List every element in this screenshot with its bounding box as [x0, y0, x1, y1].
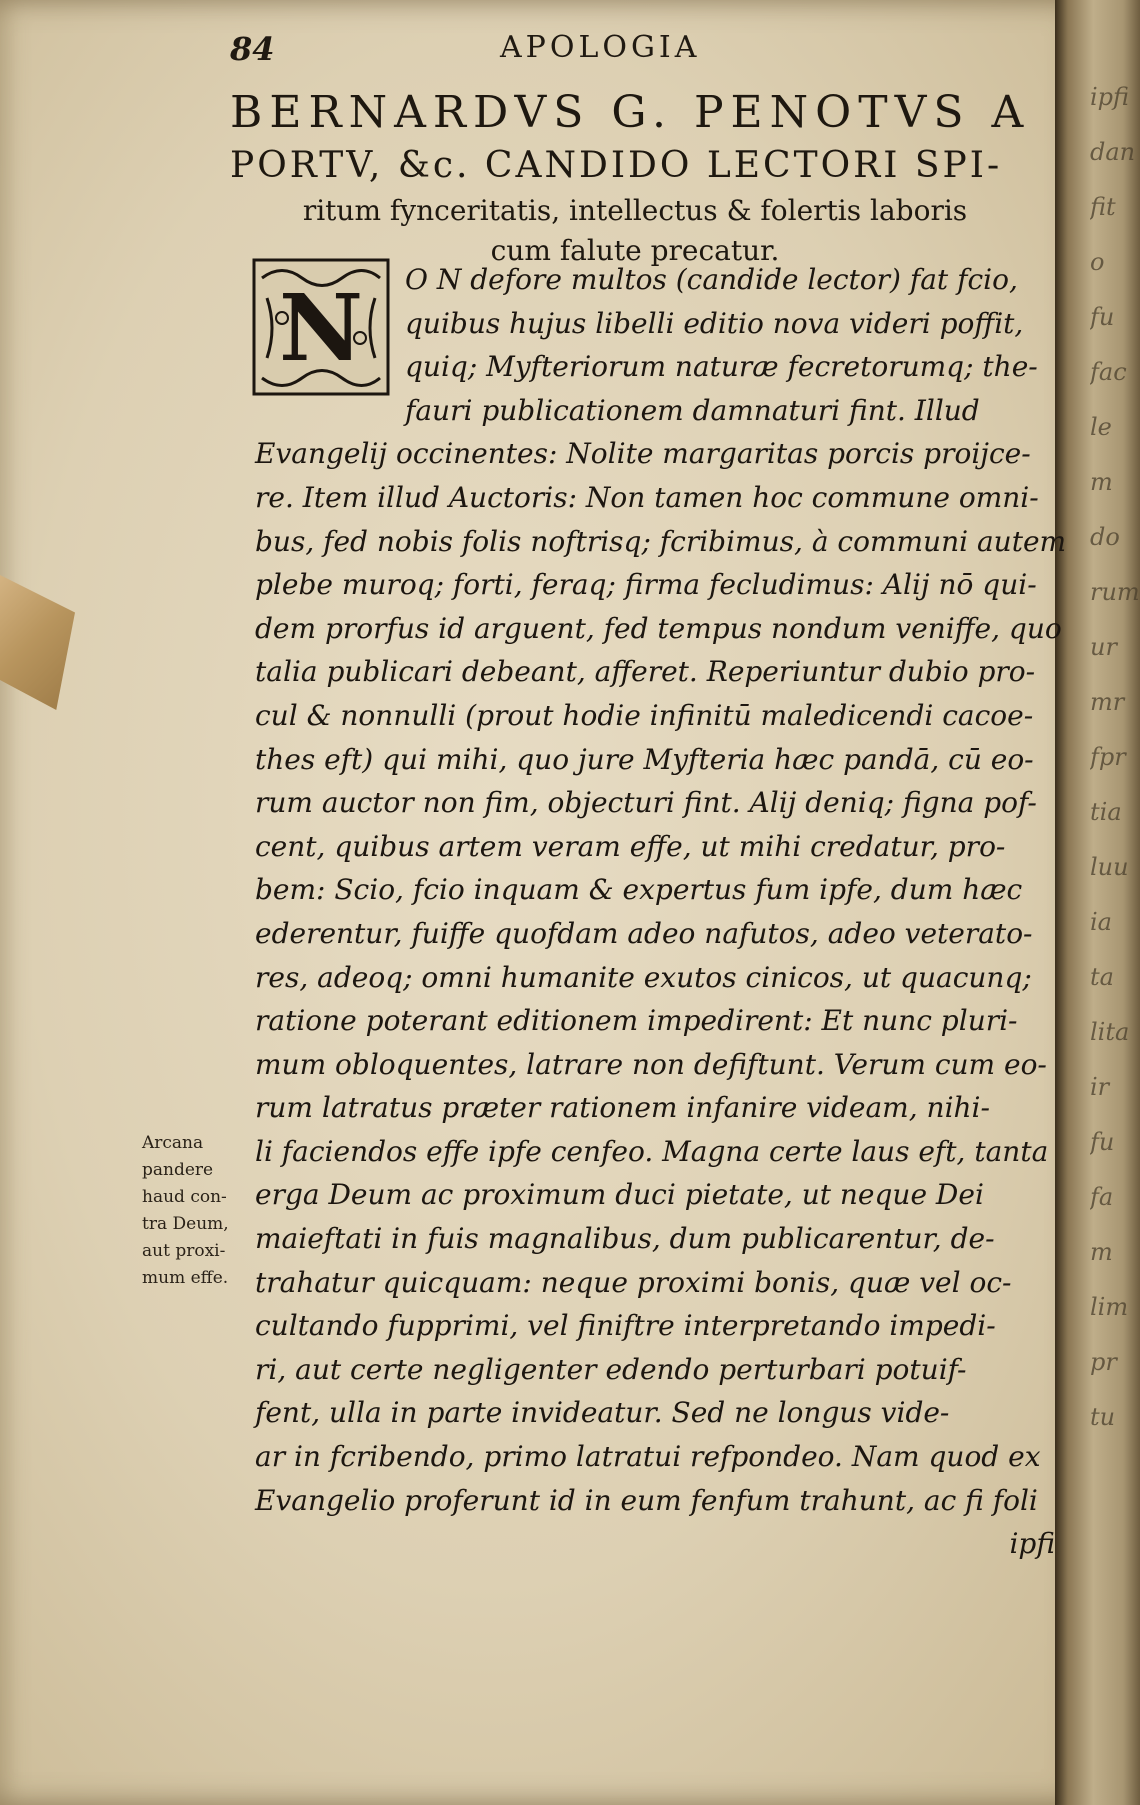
body-line: cultando fupprimi, vel finiftre interpretando impedi- [255, 1309, 996, 1343]
next-page-word: fpr [1090, 743, 1126, 771]
body-line: fauri publicationem damnaturi fint. Illud [405, 393, 980, 427]
body-line: Evangelij occinentes: Nolite margaritas porcis proijce- [255, 437, 1031, 471]
body-line: maieftati in fuis magnalibus, dum publicarentur, de- [255, 1222, 995, 1256]
next-page-word: fu [1090, 303, 1115, 331]
body-line: thes eft) qui mihi, quo jure Myfteria hæc pandā, cū eo- [255, 742, 1034, 776]
marginal-note-line: mum effe. [142, 1268, 229, 1288]
next-page-fragment [1090, 70, 1140, 1445]
marginal-note-line: haud con- [142, 1187, 227, 1207]
body-line: res, adeoq; omni humanite exutos cinicos, ut quacunq; [255, 960, 1032, 994]
next-page-word: pr [1090, 1348, 1117, 1376]
body-line: trahatur quicquam: neque proximi bonis, quæ vel oc- [255, 1265, 1012, 1299]
next-page-word: tu [1090, 1403, 1116, 1431]
next-page-word: luu [1090, 853, 1129, 881]
title-line-3: ritum fynceritatis, intellectus & folertis laboris [302, 194, 968, 227]
body-line: mum obloquentes, latrare non defiftunt. Verum cum eo- [255, 1047, 1047, 1081]
page-number: 84 [230, 30, 275, 68]
body-line: quiq; Myfteriorum naturæ fecretorumq; the- [405, 350, 1038, 384]
body-line: erga Deum ac proximum duci pietate, ut neque Dei [255, 1178, 984, 1212]
body-line: dem prorfus id arguent, fed tempus nondum veniffe, quo [255, 611, 1062, 645]
body-line: li faciendos effe ipfe cenfeo. Magna certe laus eft, tanta [255, 1134, 1049, 1168]
body-line: O N defore multos (candide lector) fat fcio, [405, 263, 1018, 296]
marginal-note [142, 1130, 242, 1292]
body-line: ederentur, fuiffe quofdam adeo nafutos, adeo veterato- [255, 916, 1033, 950]
body-line: Evangelio proferunt id in eum fenfum trahunt, ac fi foli [255, 1483, 1038, 1517]
next-page-word: lita [1090, 1018, 1130, 1046]
next-page-word: ia [1090, 908, 1112, 936]
body-line: rum latratus præter rationem infanire videam, nihi- [255, 1091, 990, 1125]
running-head: APOLOGIA [500, 30, 701, 65]
next-page-word: ir [1090, 1073, 1110, 1101]
body-line: ri, aut certe negligenter edendo perturbari potuif- [255, 1352, 967, 1386]
body-line: cul & nonnulli (prout hodie infinitū maledicendi cacoe- [255, 698, 1034, 732]
next-page-word: do [1090, 523, 1120, 551]
body-line: ar in fcribendo, primo latratui refpondeo. Nam quod ex [255, 1440, 1041, 1474]
next-page-word: m [1090, 1238, 1113, 1266]
title-line-1: BERNARDVS G. PENOTVS A [230, 87, 1031, 138]
next-page-word: m [1090, 468, 1113, 496]
body-line: quibus hujus libelli editio nova videri poffit, [405, 306, 1024, 340]
next-page-word: rum [1090, 578, 1140, 606]
body-line: fent, ulla in parte invideatur. Sed ne longus vide- [255, 1396, 950, 1430]
next-page-word: le [1090, 413, 1112, 441]
svg-text:N: N [278, 274, 364, 382]
next-page-word: ta [1090, 963, 1114, 991]
marginal-note-line: Arcana [142, 1133, 204, 1153]
next-page-word: fac [1090, 358, 1127, 386]
marginal-note-line: aut proxi- [142, 1241, 226, 1261]
catchword: ipfi [1009, 1527, 1055, 1561]
next-page-word: tia [1090, 798, 1122, 826]
body-line: re. Item illud Auctoris: Non tamen hoc commune omni- [255, 480, 1039, 514]
next-page-word: o [1090, 248, 1105, 276]
dedication-title [230, 85, 1040, 271]
marginal-note-line: tra Deum, [142, 1214, 229, 1234]
next-page-word: ipfi [1090, 83, 1130, 111]
next-page-word: ur [1090, 633, 1117, 661]
next-page-word: mr [1090, 688, 1125, 716]
body-line: talia publicari debeant, afferet. Reperiuntur dubio pro- [255, 655, 1036, 689]
next-page-word: lim [1090, 1293, 1129, 1321]
body-line: bus, fed nobis folis noftrisq; fcribimus, à communi autem [255, 524, 1067, 558]
body-line: plebe muroq; forti, feraq; firma fecludimus: Alij nō qui- [255, 568, 1037, 602]
body-text [255, 258, 1065, 1566]
title-line-2: PORTV, &c. CANDIDO LECTORI SPI- [230, 145, 1003, 186]
body-line: cent, quibus artem veram effe, ut mihi credatur, pro- [255, 829, 1006, 863]
next-page-word: fa [1090, 1183, 1114, 1211]
next-page-word: fu [1090, 1128, 1115, 1156]
next-page-word: fit [1090, 193, 1116, 221]
body-line: rum auctor non fim, objecturi fint. Alij deniq; figna pof- [255, 786, 1037, 820]
body-line: bem: Scio, fcio inquam & expertus fum ipfe, dum hæc [255, 873, 1023, 907]
body-line: ratione poterant editionem impedirent: Et nunc pluri- [255, 1004, 1018, 1038]
next-page-word: dan [1090, 138, 1136, 166]
title-line-4: cum falute precatur. [490, 234, 780, 267]
marginal-note-line: pandere [142, 1160, 214, 1180]
